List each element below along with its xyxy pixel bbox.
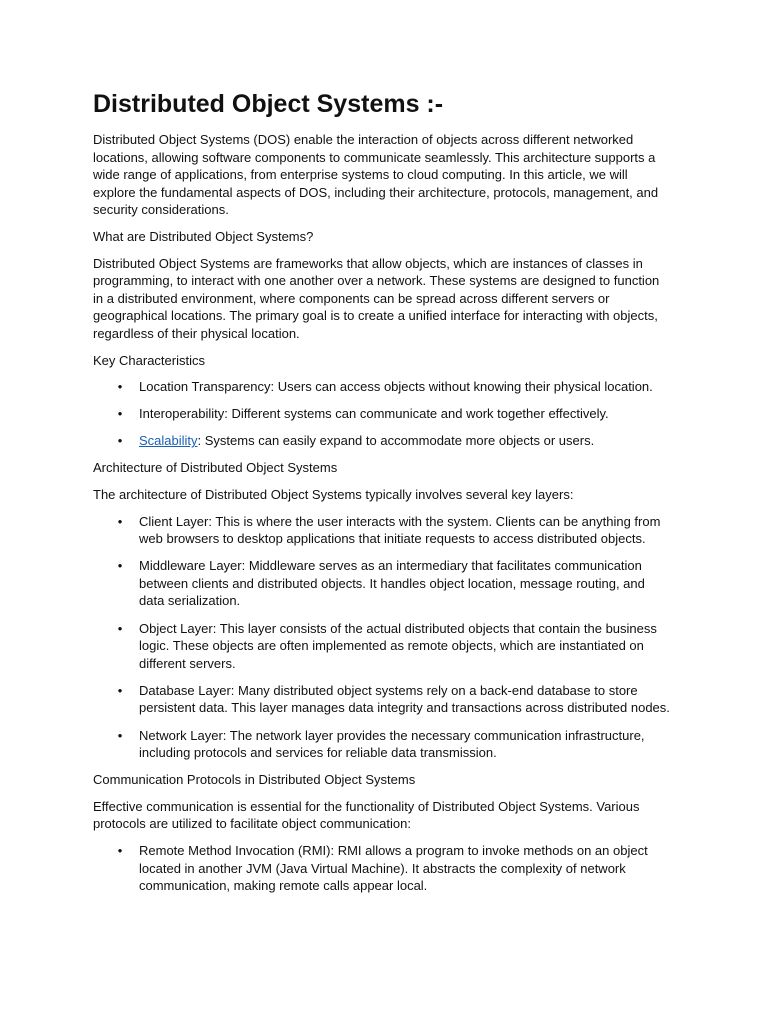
bullet-icon: •: [117, 433, 123, 449]
communication-heading: Communication Protocols in Distributed Object Systems: [93, 772, 416, 788]
page-title: Distributed Object Systems :-: [93, 90, 444, 118]
list-item: [117, 842, 672, 895]
list-item: [117, 620, 672, 673]
key-characteristics-list: [93, 378, 672, 450]
list-item-text: Middleware Layer: Middleware serves as an intermediary that facilitates communication between clients and distributed objects. It handles object location, message routing, and data serialization.: [139, 558, 645, 609]
communication-intro: Effective communication is essential for the functionality of Distributed Object Systems. Various protocols are utilized to facilitate object communication:: [93, 798, 640, 832]
bullet-icon: •: [117, 379, 123, 395]
list-item: [117, 557, 672, 610]
communication-list: [93, 842, 672, 895]
list-item: [117, 682, 672, 717]
key-characteristics-heading: Key Characteristics: [93, 352, 205, 368]
list-item-text: Location Transparency: Users can access objects without knowing their physical location.: [139, 379, 653, 395]
scalability-link[interactable]: Scalability: [139, 433, 198, 449]
list-item: [117, 405, 672, 423]
list-item-text: Object Layer: This layer consists of the actual distributed objects that contain the business logic. These objects are often implemented as remote objects, which are instantiated on different servers.: [139, 620, 657, 671]
list-item-text: : Systems can easily expand to accommodate more objects or users.: [197, 433, 595, 449]
list-item-text: Remote Method Invocation (RMI): RMI allows a program to invoke methods on an object located in another JVM (Java Virtual Machine). It abstracts the complexity of network communication, making remote calls appear local.: [139, 843, 648, 894]
list-item: [117, 378, 672, 396]
architecture-heading: Architecture of Distributed Object Systems: [93, 460, 338, 476]
architecture-list: [93, 513, 672, 762]
list-item-text: Interoperability: Different systems can communicate and work together effectively.: [139, 406, 609, 422]
list-item: [117, 727, 672, 762]
list-item-text: Client Layer: This is where the user interacts with the system. Clients can be anything from web browsers to desktop applications that initiate requests to access distributed objects.: [139, 513, 661, 547]
bullet-icon: •: [117, 727, 123, 743]
intro-paragraph: Distributed Object Systems (DOS) enable the interaction of objects across different networked locations, allowing software components to communicate seamlessly. This architecture supports a wide range of applications, from enterprise systems to cloud computing. In this article, we will explore the fundamental aspects of DOS, including their architecture, protocols, management, and security considerations.: [93, 132, 659, 218]
list-item: [117, 513, 672, 548]
bullet-icon: •: [117, 513, 123, 529]
bullet-icon: •: [117, 558, 123, 574]
what-heading: What are Distributed Object Systems?: [93, 228, 314, 244]
bullet-icon: •: [117, 620, 123, 636]
list-item: [117, 432, 672, 450]
list-item-text: Network Layer: The network layer provides the necessary communication infrastructure, including protocols and services for reliable data transmission.: [139, 727, 645, 761]
architecture-intro: The architecture of Distributed Object Systems typically involves several key layers:: [93, 487, 574, 502]
bullet-icon: •: [117, 682, 123, 698]
list-item-text: Database Layer: Many distributed object systems rely on a back-end database to store persistent data. This layer manages data integrity and transactions across distributed nodes.: [139, 682, 670, 716]
bullet-icon: •: [117, 406, 123, 422]
bullet-icon: •: [117, 843, 123, 858]
what-paragraph: Distributed Object Systems are frameworks that allow objects, which are instances of classes in programming, to interact with one another over a network. These systems are designed to function in a distributed environment, where components can be spread across different servers or geographical locations. The primary goal is to create a unified interface for interacting with objects, regardless of their physical location.: [93, 255, 660, 341]
